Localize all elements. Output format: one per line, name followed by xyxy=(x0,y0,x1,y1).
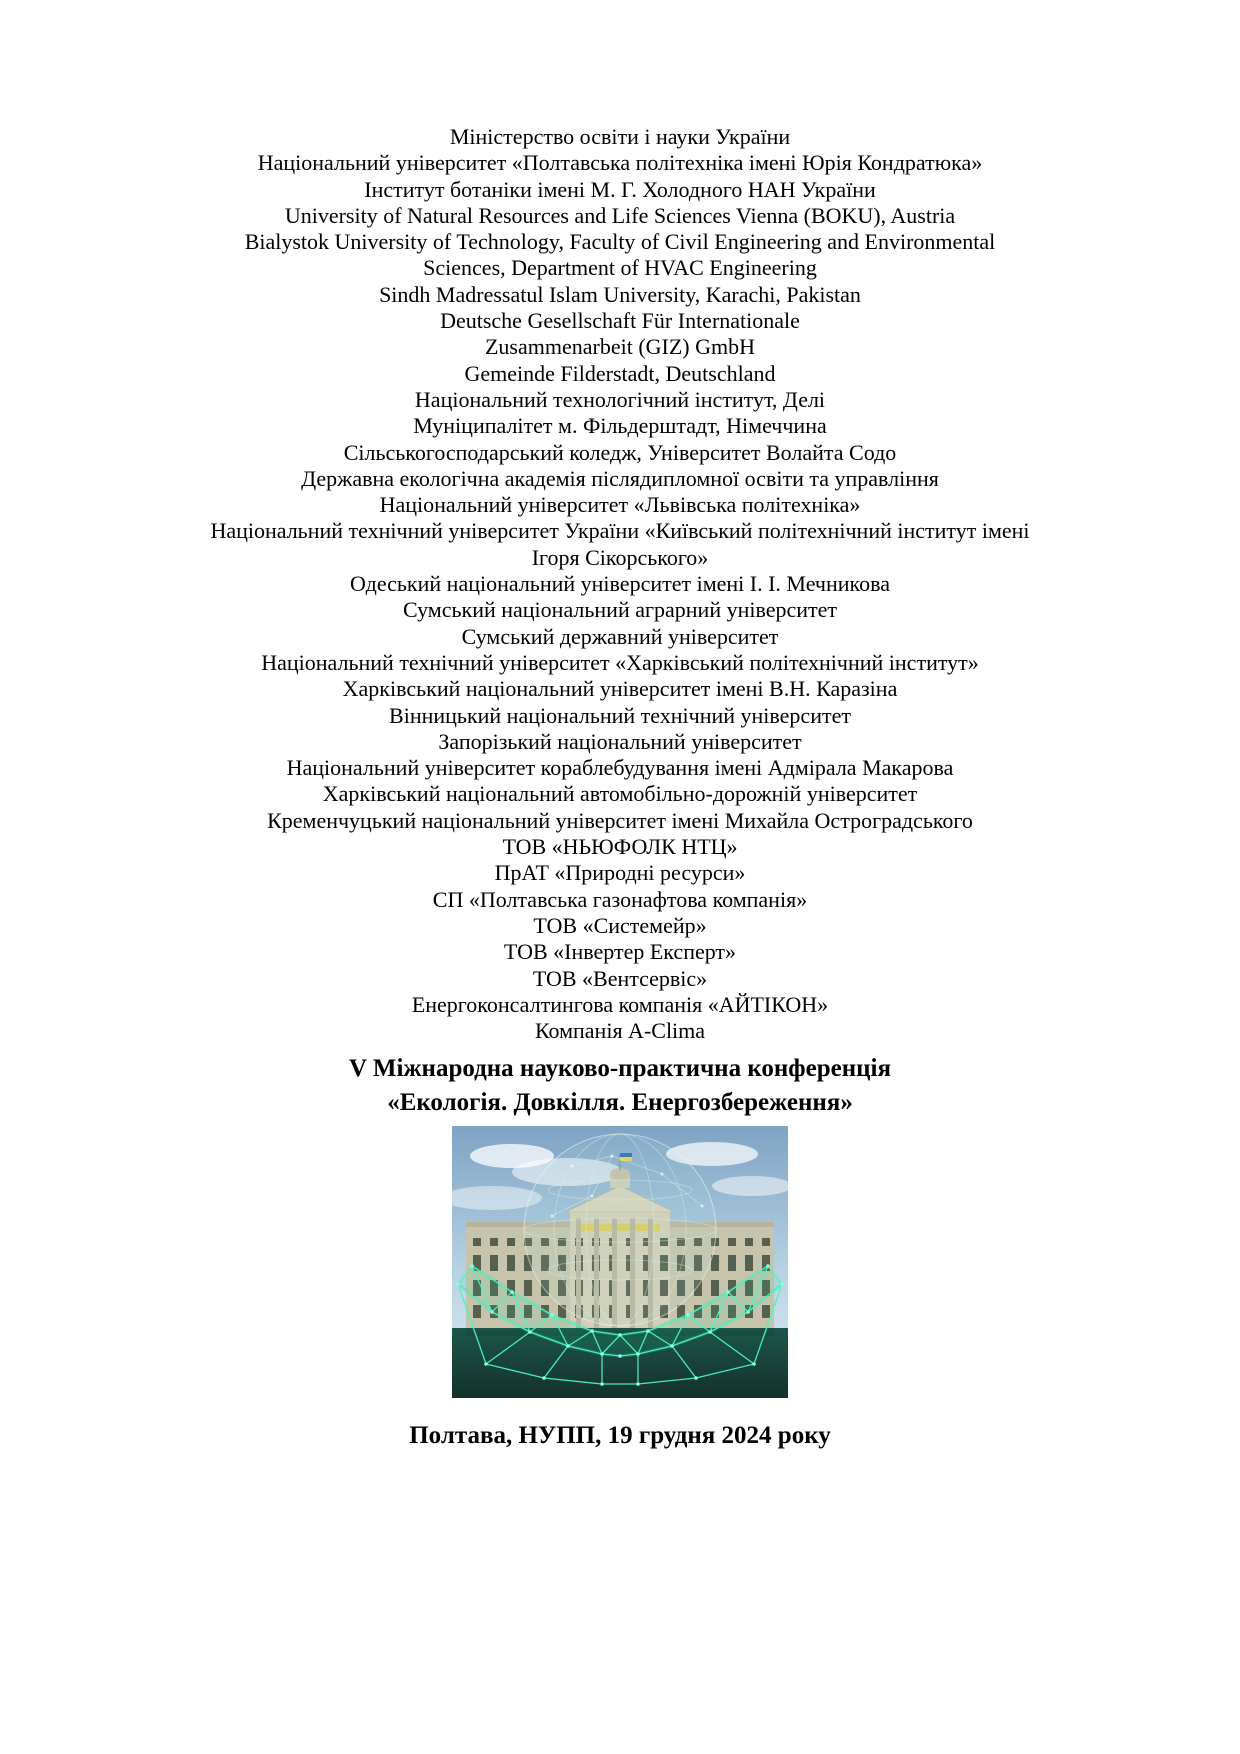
organization-line: Кременчуцький національний університет імені Михайла Остроградського xyxy=(267,807,973,833)
organization-line: Одеський національний університет імені І. І. Мечникова xyxy=(350,571,890,597)
organization-line: Zusammenarbeit (GIZ) GmbH xyxy=(484,334,756,360)
organization-line: Сумський державний університет xyxy=(461,623,779,649)
organization-line: University of Natural Resources and Life Sciences Vienna (BOKU), Austria xyxy=(284,202,956,228)
organization-line: Інститут ботаніки імені М. Г. Холодного НАН України xyxy=(364,176,876,202)
organization-list xyxy=(90,124,1150,1044)
organization-line: СП «Полтавська газонафтова компанія» xyxy=(432,886,808,912)
organization-line: Компанія A-Clima xyxy=(534,1018,706,1044)
organization-line: Національний технологічний інститут, Делі xyxy=(414,386,826,412)
network-globe xyxy=(524,1134,716,1326)
organization-line: ТОВ «Вентсервіс» xyxy=(532,965,708,991)
organization-line: Bialystok University of Technology, Faculty of Civil Engineering and Environmental xyxy=(244,229,996,255)
organization-line: Міністерство освіти і науки України xyxy=(449,124,791,149)
organization-line: Запорізький національний університет xyxy=(438,728,802,754)
organization-line: Енергоконсалтингова компанія «АЙТІКОН» xyxy=(411,991,829,1017)
title-page-content xyxy=(90,0,1150,1450)
organization-line: Харківський національний автомобільно-дорожній університет xyxy=(322,781,918,807)
organization-line: Національний університет «Полтавська політехніка імені Юрія Кондратюка» xyxy=(257,150,983,176)
organization-line: Національний технічний університет України «Київський політехнічний інститут імені xyxy=(210,518,1030,544)
conference-title xyxy=(90,1052,1150,1120)
conference-title-line1: V Міжнародна науково-практична конференція xyxy=(349,1055,891,1083)
organization-line: Deutsche Gesellschaft Für Internationale xyxy=(440,308,800,334)
organization-line: Sciences, Department of HVAC Engineering xyxy=(423,255,817,281)
conference-title-line2: «Екологія. Довкілля. Енергозбереження» xyxy=(387,1089,853,1117)
organization-line: Сільськогосподарський коледж, Університет Волайта Содо xyxy=(343,439,897,465)
organization-line: Gemeinde Filderstadt, Deutschland xyxy=(464,360,776,386)
conference-photo xyxy=(452,1126,788,1398)
organization-line: Ігоря Сікорського» xyxy=(531,544,709,570)
organization-line: Харківський національний університет імені В.Н. Каразіна xyxy=(342,676,898,702)
organization-line: Національний університет «Львівська політехніка» xyxy=(379,492,861,518)
organization-line: Національний технічний університет «Харківський політехнічний інститут» xyxy=(261,649,979,675)
organization-line: ПрАТ «Природні ресурси» xyxy=(494,860,746,886)
organization-line: Національний університет кораблебудування імені Адмірала Макарова xyxy=(286,755,954,781)
conference-photo-wrap xyxy=(90,1126,1150,1398)
organization-line: Муніципалітет м. Фільдерштадт, Німеччина xyxy=(413,413,827,439)
organization-line: Sindh Madressatul Islam University, Karachi, Pakistan xyxy=(379,281,861,307)
event-date-line: Полтава, НУПП, 19 грудня 2024 року xyxy=(409,1422,831,1450)
organization-line: Вінницький національний технічний університет xyxy=(389,702,851,728)
organization-line: ТОВ «НЬЮФОЛК НТЦ» xyxy=(502,834,738,860)
organization-line: ТОВ «Системейр» xyxy=(533,912,707,938)
organization-line: Сумський національний аграрний університет xyxy=(402,597,838,623)
organization-line: ТОВ «Інвертер Експерт» xyxy=(503,939,737,965)
organization-line: Державна екологічна академія післядипломної освіти та управління xyxy=(301,465,939,491)
